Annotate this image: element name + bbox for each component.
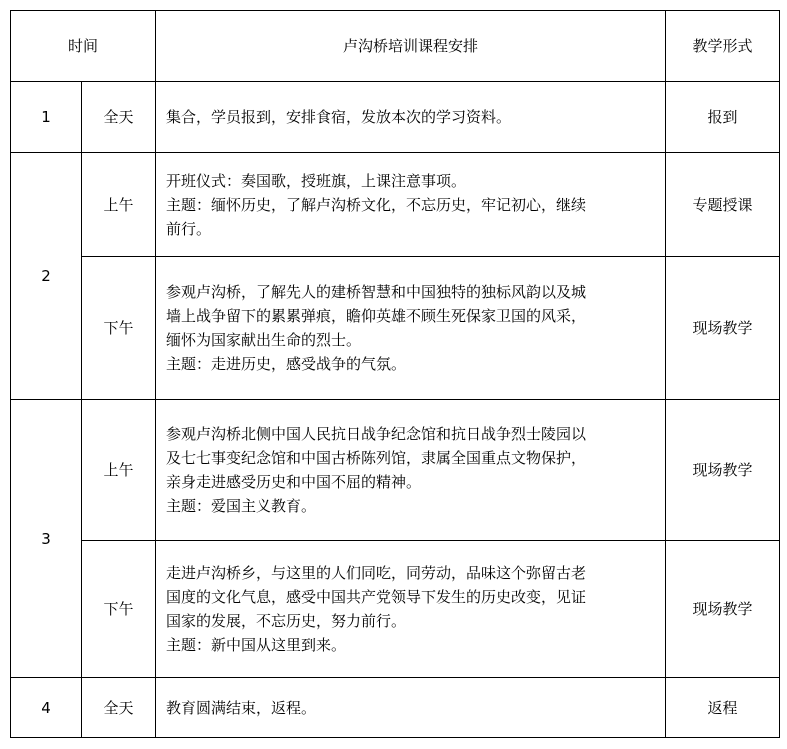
- content-line: 集合，学员报到，安排食宿，发放本次的学习资料。: [166, 108, 512, 126]
- table-row: [11, 541, 780, 678]
- content-line: 墙上战争留下的累累弹痕，瞻仰英雄不顾生死保家卫国的风采，: [166, 307, 587, 325]
- content-line: 亲身走进感受历史和中国不屈的精神。: [166, 473, 422, 491]
- content-line: 国度的文化气息，感受中国共产党领导下发生的历史改变，见证: [166, 588, 587, 606]
- schedule-table: [10, 10, 780, 738]
- day-number: 4: [11, 678, 82, 738]
- table-row: [11, 400, 780, 541]
- content-line: 主题：爱国主义教育。: [166, 497, 317, 515]
- session-content: [156, 678, 666, 738]
- table-row: [11, 678, 780, 738]
- header-time: 时间: [11, 11, 156, 82]
- content-line: 开班仪式：奏国歌，授班旗，上课注意事项。: [166, 171, 467, 190]
- content-line: 国家的发展，不忘历史，努力前行。: [166, 612, 407, 630]
- session-period: 下午: [82, 257, 156, 400]
- session-period: 全天: [82, 678, 156, 738]
- session-period: 全天: [82, 82, 156, 153]
- session-content: [156, 153, 666, 257]
- content-line: 主题：新中国从这里到来。: [166, 636, 347, 654]
- header-teaching-form: 教学形式: [666, 11, 780, 82]
- header-schedule-title: 卢沟桥培训课程安排: [156, 11, 666, 82]
- teaching-form: 报到: [666, 82, 780, 153]
- session-period: 上午: [82, 400, 156, 541]
- header-row: [11, 11, 780, 82]
- content-line: 走进卢沟桥乡，与这里的人们同吃，同劳动，品味这个弥留古老: [166, 564, 587, 582]
- content-line: 主题：走进历史，感受战争的气氛。: [166, 355, 407, 373]
- teaching-form: 现场教学: [666, 257, 780, 400]
- day-number: 3: [11, 400, 82, 678]
- content-line: 前行。: [166, 219, 212, 238]
- content-line: 教育圆满结束，返程。: [166, 698, 317, 717]
- teaching-form: 现场教学: [666, 541, 780, 678]
- table-row: [11, 82, 780, 153]
- content-line: 及七七事变纪念馆和中国古桥陈列馆，隶属全国重点文物保护，: [166, 449, 587, 467]
- content-line: 缅怀为国家献出生命的烈士。: [166, 331, 362, 349]
- day-number: 2: [11, 153, 82, 400]
- session-content: [156, 541, 666, 678]
- session-period: 上午: [82, 153, 156, 257]
- teaching-form: 专题授课: [666, 153, 780, 257]
- session-period: 下午: [82, 541, 156, 678]
- table-row: [11, 257, 780, 400]
- content-line: 参观卢沟桥，了解先人的建桥智慧和中国独特的独标风韵以及城: [166, 283, 587, 301]
- session-content: [156, 257, 666, 400]
- session-content: [156, 82, 666, 153]
- teaching-form: 现场教学: [666, 400, 780, 541]
- session-content: [156, 400, 666, 541]
- content-line: 主题：缅怀历史，了解卢沟桥文化，不忘历史，牢记初心，继续: [166, 195, 587, 214]
- table-row: [11, 153, 780, 257]
- teaching-form: 返程: [666, 678, 780, 738]
- content-line: 参观卢沟桥北侧中国人民抗日战争纪念馆和抗日战争烈士陵园以: [166, 425, 587, 443]
- day-number: 1: [11, 82, 82, 153]
